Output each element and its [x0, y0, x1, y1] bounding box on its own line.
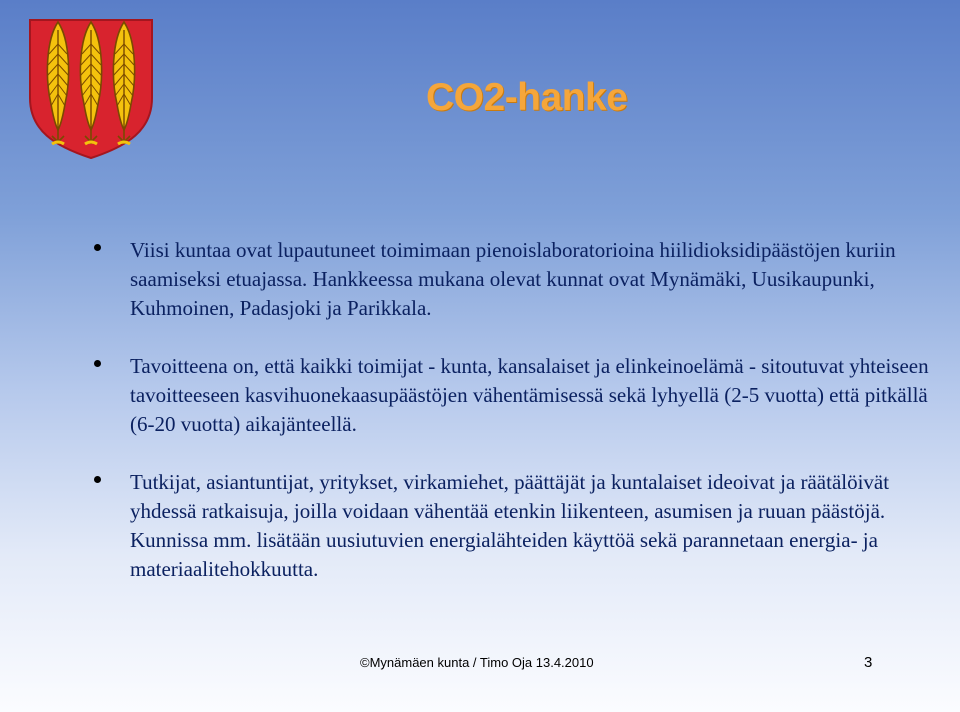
bullet-text: Tutkijat, asiantuntijat, yritykset, virkamiehet, päättäjät ja kuntalaiset ideoivat ja räätälöivät yhdessä ratkaisuja, joilla voidaan vähentää etenkin liikenteen, asumisen ja ruuan päästöjä. Kunnissa mm. lisätään uusiutuvien energialähteiden käyttöä sekä parannetaan energia- ja materiaalitehokkuutta.	[130, 470, 890, 581]
footer-credit: ©Mynämäen kunta / Timo Oja 13.4.2010	[360, 655, 594, 670]
slide-title: CO2-hanke	[426, 76, 628, 119]
page-number: 3	[864, 654, 873, 671]
bullet-dot-icon	[94, 360, 101, 367]
bullet-list	[90, 236, 940, 613]
bullet-text: Viisi kuntaa ovat lupautuneet toimimaan pienoislaboratorioina hiilidioksidipäästöjen kuriin saamiseksi etuajassa. Hankkeessa mukana olevat kunnat ovat Mynämäki, Uusikaupunki, Kuhmoinen, Padasjoki ja Parikkala.	[130, 238, 896, 320]
bullet-item	[90, 236, 940, 323]
bullet-text: Tavoitteena on, että kaikki toimijat - kunta, kansalaiset ja elinkeinoelämä - sitoutuvat yhteiseen tavoitteeseen kasvihuonekaasupäästöjen vähentämisessä sekä lyhyellä (2-5 vuotta) että pitkällä (6-20 vuotta) aikajänteellä.	[130, 354, 929, 436]
bullet-dot-icon	[94, 476, 101, 483]
bullet-dot-icon	[94, 244, 101, 251]
coat-of-arms-icon	[24, 14, 158, 162]
bullet-item	[90, 352, 940, 439]
bullet-item	[90, 468, 940, 584]
